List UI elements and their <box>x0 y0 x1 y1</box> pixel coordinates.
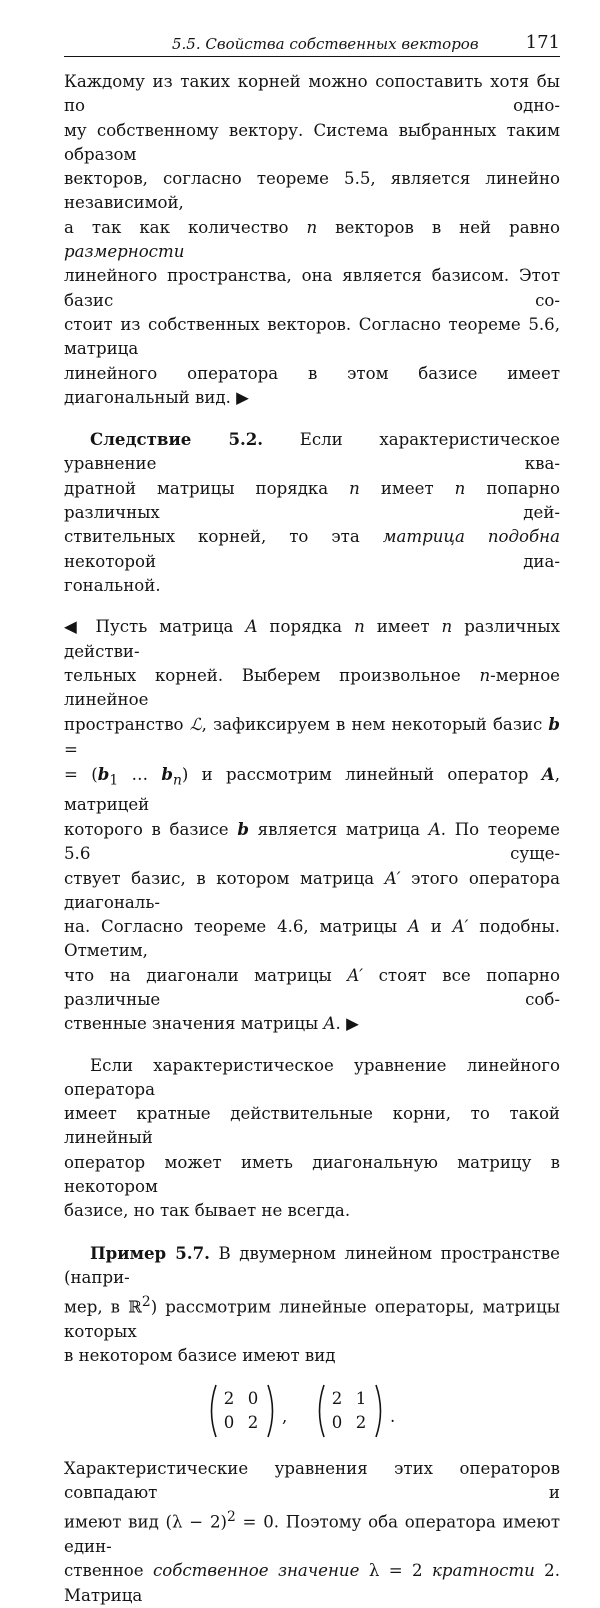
text-line: ственное собственное значение λ = 2 кратности 2. Матрица <box>64 1561 561 1605</box>
matrix-cell: 0 <box>331 1412 343 1432</box>
left-paren-icon <box>206 1383 218 1439</box>
matrix-cell: 2 <box>331 1388 343 1408</box>
running-head: 5.5. Свойства собственных векторов <box>172 35 479 53</box>
text-line: имеет кратные действительные корни, то такой линейный <box>64 1104 560 1148</box>
text-line: линейного пространства, она является базисом. Этот базис со- <box>64 266 560 310</box>
text-line: которого в базисе b является матрица A. По теореме 5.6 суще- <box>64 818 560 864</box>
remark-paragraph <box>64 1054 560 1224</box>
text-line: гональной. <box>64 575 161 595</box>
term-emphasis: размерности <box>64 242 185 262</box>
text-line: на. Согласно теореме 4.6, матрицы A и A′ подобны. Отметим, <box>64 917 560 961</box>
text-line: в некотором базисе имеют вид <box>64 1346 336 1366</box>
matrix-cell: 2 <box>223 1388 235 1408</box>
right-paren-icon <box>266 1383 278 1439</box>
matrix-cell: 0 <box>247 1388 259 1408</box>
text-line: ствует базис, в котором матрица A′ этого оператора диагональ- <box>64 868 560 912</box>
term-emphasis: собственное значение <box>152 1561 360 1581</box>
text-line: ственные значения матрицы A. ▶ <box>64 1014 359 1034</box>
text-line: что на диагонали матрицы A′ стоят все попарно различные соб- <box>64 965 560 1009</box>
page-header <box>64 34 560 57</box>
page-number: 171 <box>525 32 560 53</box>
matrix-cell: 1 <box>355 1388 367 1408</box>
text-line: Характеристические уравнения этих операторов совпадают и <box>64 1458 560 1502</box>
corollary-label: Следствие 5.2. <box>90 429 264 450</box>
matrix-separator: , <box>282 1406 288 1426</box>
text-line: Пример 5.7. В двумерном линейном пространстве (напри- <box>64 1242 560 1287</box>
example-5-7 <box>64 1241 560 1608</box>
proof-block <box>64 615 560 1036</box>
matrix-display <box>64 1377 560 1449</box>
term-emphasis: кратности <box>431 1561 535 1581</box>
text-line: тельных корней. Выберем произвольное n-мерное линейное <box>64 665 560 710</box>
text-line: векторов, согласно теореме 5.5, является линейно независимой, <box>64 169 560 213</box>
matrix-cell: 0 <box>223 1412 235 1432</box>
matrix-cell: 2 <box>247 1412 259 1432</box>
term-emphasis: матрица подобна <box>382 527 560 547</box>
left-paren-icon <box>314 1383 326 1439</box>
paragraph-intro <box>64 70 560 410</box>
text-line: мер, в ℝ$^2$) рассмотрим линейные операторы, матрицы которых <box>64 1294 560 1342</box>
text-line: линейного оператора в этом базисе имеет диагональный вид. ▶ <box>64 363 560 407</box>
example-label: Пример 5.7. <box>90 1242 210 1263</box>
text-line: оператор может иметь диагональную матрицу в некотором <box>64 1152 560 1197</box>
text-line: Следствие 5.2. Если характеристическое уравнение ква- <box>64 429 560 474</box>
body-text <box>64 70 560 1608</box>
text-line: му собственному вектору. Система выбранных таким образом <box>64 120 560 164</box>
text-line: ствительных корней, то эта матрица подобна некоторой диа- <box>64 527 560 571</box>
corollary-5-2 <box>64 427 560 598</box>
text-line: стоит из собственных векторов. Согласно теореме 5.6, матрица <box>64 314 560 359</box>
text-line: Каждому из таких корней можно сопоставить хотя бы по одно- <box>64 72 560 116</box>
right-paren-icon <box>374 1383 386 1439</box>
text-line: пространство ℒ, зафиксируем в нем некоторый базис b = <box>64 714 560 759</box>
text-line: а так как количество n векторов в ней равно размерности <box>64 217 560 262</box>
text-line: базисе, но так бывает не всегда. <box>64 1201 351 1221</box>
text-line: ◀ Пусть матрица A порядка n имеет n различных действи- <box>64 617 560 661</box>
matrix-cell: 2 <box>355 1412 367 1432</box>
text-line: Если характеристическое уравнение линейного оператора <box>64 1055 560 1099</box>
text-line: = ($b_1$ … $b_n$) и рассмотрим линейный оператор A, матрицей <box>64 764 560 814</box>
matrix-separator: . <box>390 1406 396 1426</box>
text-line: дратной матрицы порядка n имеет n попарно различных дей- <box>64 478 560 523</box>
text-line: имеют вид $(\lambda - 2)^2 = 0$. Поэтому оба оператора имеют един- <box>64 1509 561 1557</box>
